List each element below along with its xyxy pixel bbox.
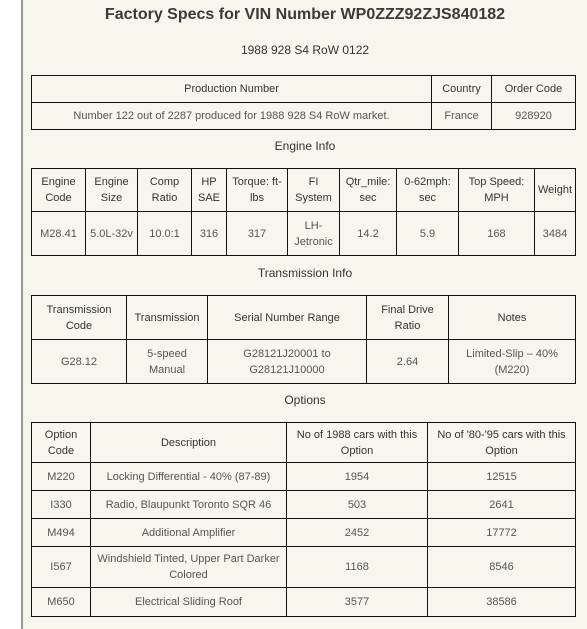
transmission-code-header: Transmission Code [32, 296, 127, 340]
zero-62-cell: 5.9 [397, 212, 459, 256]
comp-ratio-cell: 10.0:1 [138, 212, 192, 256]
table-header-row [32, 76, 576, 103]
count-1988-cell: 1168 [287, 547, 428, 588]
count-80-95-cell: 17772 [428, 519, 576, 547]
count-80-95-cell: 8546 [428, 547, 576, 588]
options-table [31, 422, 576, 617]
table-row [32, 212, 576, 256]
description-cell: Additional Amplifier [91, 519, 287, 547]
fi-system-header: FI System [288, 169, 340, 212]
table-row [32, 340, 576, 384]
count-80-95-cell: 38586 [428, 588, 576, 617]
count-1988-cell: 503 [287, 491, 428, 519]
comp-ratio-header: Comp Ratio [138, 169, 192, 212]
top-speed-header: Top Speed: MPH [459, 169, 535, 212]
serial-range-cell: G28121J20001 to G28121J10000 [208, 340, 367, 384]
transmission-section-title: Transmission Info [257, 266, 353, 280]
qtr-mile-cell: 14.2 [340, 212, 397, 256]
final-drive-cell: 2.64 [367, 340, 449, 384]
count-80-95-header: No of '80-'95 cars with this Option [428, 423, 576, 463]
options-section-title: Options [284, 393, 326, 407]
weight-cell: 3484 [535, 212, 576, 256]
serial-range-header: Serial Number Range [208, 296, 367, 340]
model-subtitle: 1988 928 S4 RoW 0122 [240, 43, 370, 57]
transmission-header: Transmission [127, 296, 208, 340]
qtr-mile-header: Qtr_mile: sec [340, 169, 397, 212]
table-row [32, 519, 576, 547]
count-1988-cell: 3577 [287, 588, 428, 617]
table-header-row [32, 169, 576, 212]
transmission-cell: 5-speed Manual [127, 340, 208, 384]
zero-62-header: 0-62mph: sec [397, 169, 459, 212]
option-code-cell: I567 [32, 547, 91, 588]
top-speed-cell: 168 [459, 212, 535, 256]
description-header: Description [91, 423, 287, 463]
production-number-cell: Number 122 out of 2287 produced for 1988 928 S4 RoW market. [32, 103, 432, 130]
torque-cell: 317 [227, 212, 288, 256]
country-header: Country [432, 76, 492, 103]
engine-size-cell: 5.0L-32v [86, 212, 138, 256]
option-code-cell: I330 [32, 491, 91, 519]
table-header-row [32, 296, 576, 340]
table-header-row [32, 423, 576, 463]
transmission-table [31, 295, 576, 384]
count-1988-cell: 2452 [287, 519, 428, 547]
page-title: Factory Specs for VIN Number WP0ZZZ92ZJS840182 [104, 6, 506, 23]
option-code-header: Option Code [32, 423, 91, 463]
count-80-95-cell: 2641 [428, 491, 576, 519]
final-drive-header: Final Drive Ratio [367, 296, 449, 340]
engine-table [31, 168, 576, 256]
description-cell: Electrical Sliding Roof [91, 588, 287, 617]
option-code-cell: M494 [32, 519, 91, 547]
description-cell: Windshield Tinted, Upper Part Darker Colored [91, 547, 287, 588]
order-code-header: Order Code [492, 76, 576, 103]
hp-header: HP SAE [192, 169, 227, 212]
production-table [31, 75, 576, 130]
engine-code-header: Engine Code [32, 169, 86, 212]
spec-page [21, 0, 587, 629]
table-row [32, 103, 576, 130]
table-row [32, 547, 576, 588]
description-cell: Locking Differential - 40% (87-89) [91, 463, 287, 491]
production-number-header: Production Number [32, 76, 432, 103]
engine-code-cell: M28.41 [32, 212, 86, 256]
notes-header: Notes [449, 296, 576, 340]
weight-header: Weight [535, 169, 576, 212]
fi-system-cell: LH-Jetronic [288, 212, 340, 256]
country-cell: France [432, 103, 492, 130]
table-row [32, 491, 576, 519]
table-row [32, 588, 576, 617]
transmission-code-cell: G28.12 [32, 340, 127, 384]
torque-header: Torque: ft-lbs [227, 169, 288, 212]
count-80-95-cell: 12515 [428, 463, 576, 491]
table-row [32, 463, 576, 491]
description-cell: Radio, Blaupunkt Toronto SQR 46 [91, 491, 287, 519]
count-1988-header: No of 1988 cars with this Option [287, 423, 428, 463]
count-1988-cell: 1954 [287, 463, 428, 491]
option-code-cell: M220 [32, 463, 91, 491]
notes-cell: Limited-Slip – 40% (M220) [449, 340, 576, 384]
hp-cell: 316 [192, 212, 227, 256]
engine-section-title: Engine Info [274, 139, 336, 153]
engine-size-header: Engine Size [86, 169, 138, 212]
option-code-cell: M650 [32, 588, 91, 617]
order-code-cell: 928920 [492, 103, 576, 130]
